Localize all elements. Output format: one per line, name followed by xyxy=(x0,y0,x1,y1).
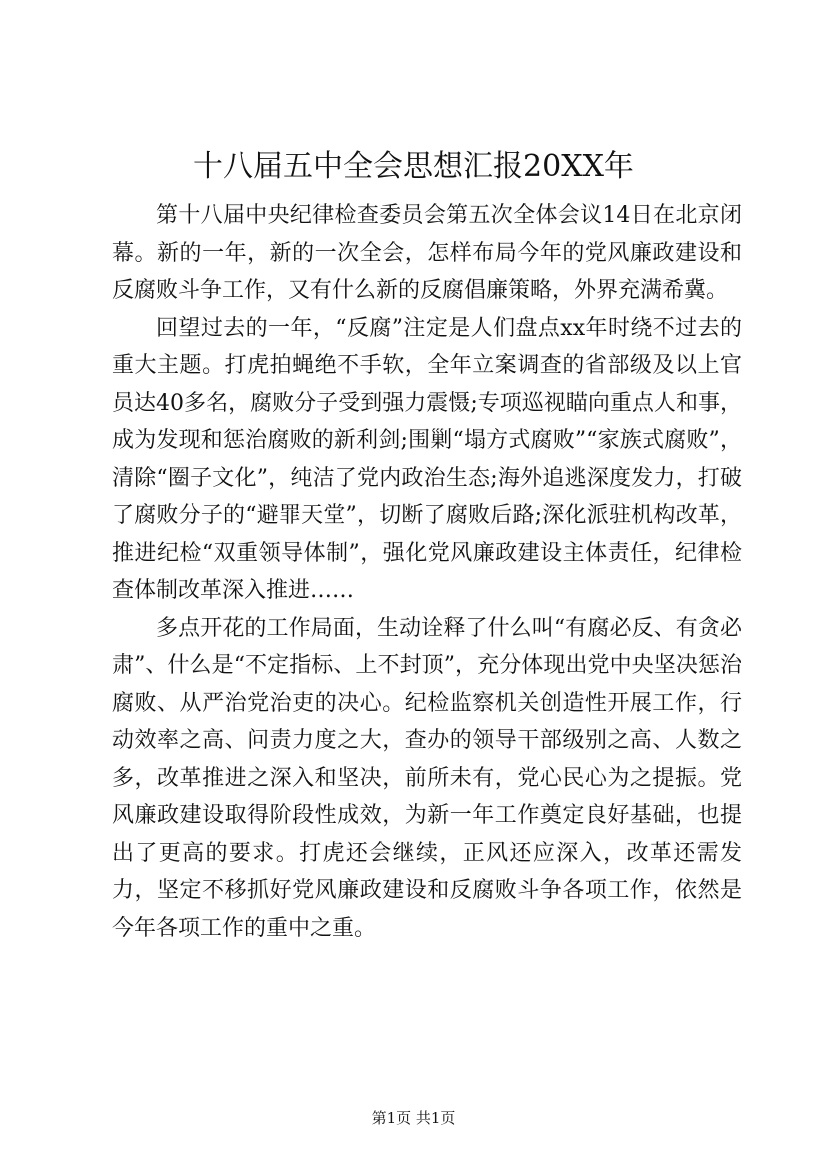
page-footer: 第1页 共1页 xyxy=(371,1109,456,1127)
document-body xyxy=(112,197,742,947)
paragraph-1: 第十八届中央纪律检查委员会第五次全体会议14日在北京闭幕。新的一年，新的一次全会，怎样布局今年的党风廉政建设和反腐败斗争工作，又有什么新的反腐倡廉策略，外界充满希冀。 xyxy=(112,203,742,303)
paragraph-3: 多点开花的工作局面，生动诠释了什么叫“有腐必反、有贪必肃”、什么是“不定指标、上不封顶”，充分体现出党中央坚决惩治腐败、从严治党治吏的决心。纪检监察机关创造性开展工作，行动效率之高、问责力度之大，查办的领导干部级别之高、人数之多，改革推进之深入和坚决，前所未有，党心民心为之提振。党风廉政建设取得阶段性成效，为新一年工作奠定良好基础，也提出了更高的要求。打虎还会继续，正风还应深入，改革还需发力，坚定不移抓好党风廉政建设和反腐败斗争各项工作，依然是今年各项工作的重中之重。 xyxy=(112,615,742,941)
document-title: 十八届五中全会思想汇报20XX年 xyxy=(193,149,634,184)
paragraph-2: 回望过去的一年，“反腐”注定是人们盘点xx年时绕不过去的重大主题。打虎拍蝇绝不手软，全年立案调查的省部级及以上官员达40多名，腐败分子受到强力震慑;专项巡视瞄向重点人和事，成为发现和惩治腐败的新利剑;围剿“塌方式腐败”“家族式腐败”，清除“圈子文化”，纯洁了党内政治生态;海外追逃深度发力，打破了腐败分子的“避罪天堂”，切断了腐败后路;深化派驻机构改革，推进纪检“双重领导体制”，强化党风廉政建设主体责任，纪律检查体制改革深入推进…… xyxy=(112,315,742,603)
